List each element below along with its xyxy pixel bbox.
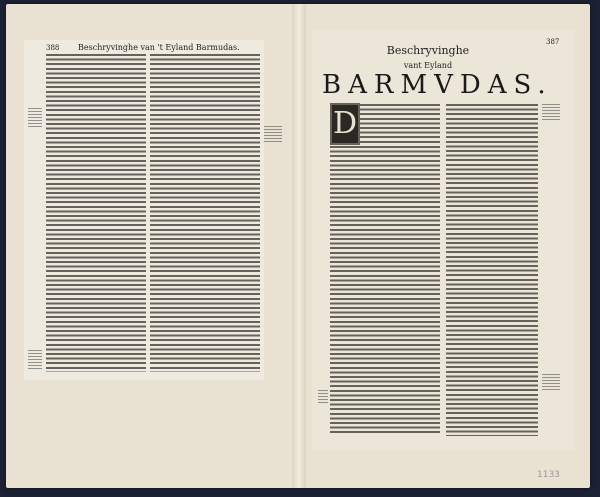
pencil-inventory-note: 1133 xyxy=(537,470,560,480)
right-page-number: 387 xyxy=(546,38,560,46)
page-title-line1: Beschryvinghe xyxy=(386,44,470,57)
left-page-number: 388 xyxy=(46,44,60,52)
page-title-main: BARMVDAS. xyxy=(322,70,553,100)
drop-cap: D xyxy=(330,103,360,145)
right-text-column-1 xyxy=(330,146,440,436)
margin-note xyxy=(28,350,42,370)
left-running-head: Beschryvinghe van 't Eyland Barmudas. xyxy=(78,43,240,52)
right-text-column-2 xyxy=(446,104,538,436)
margin-note xyxy=(318,390,328,404)
margin-note xyxy=(542,104,560,120)
center-fold xyxy=(292,4,306,488)
margin-note xyxy=(542,374,560,390)
margin-note xyxy=(264,126,282,144)
right-text-column-1-top xyxy=(360,104,440,144)
left-text-column-1 xyxy=(46,54,146,372)
margin-note xyxy=(28,108,42,128)
page-title-line2: vant Eyland xyxy=(403,61,453,70)
left-text-column-2 xyxy=(150,54,260,372)
